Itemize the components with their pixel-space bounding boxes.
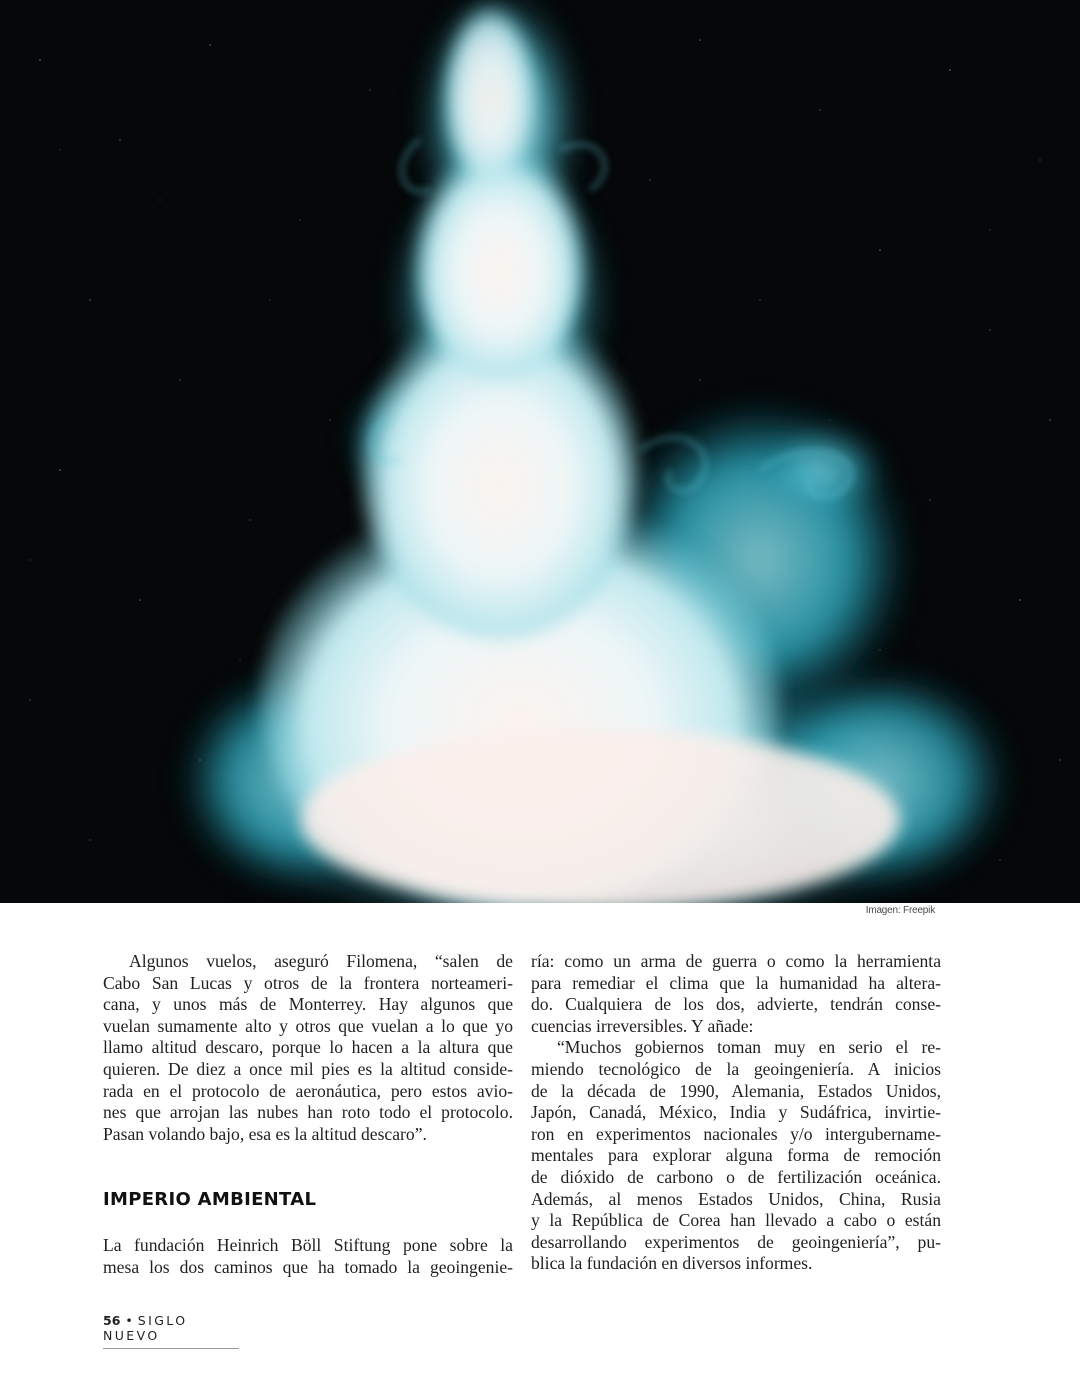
- body-line: Japón, Canadá, México, India y Sudáfrica, invirtie-: [531, 1102, 941, 1123]
- body-line: Pasan volando bajo, esa es la altitud descaro”.: [103, 1123, 427, 1144]
- page-folio: [103, 1313, 239, 1349]
- magazine-name: SIGLO NUEVO: [103, 1313, 188, 1343]
- body-line: llamo altitud descaro, porque lo hacen a la altura que: [103, 1037, 513, 1058]
- body-line: cana, y unos más de Monterrey. Hay algunos que: [103, 994, 513, 1015]
- body-line: de dióxido de carbono o de fertilización oceánica.: [531, 1166, 941, 1187]
- folio-separator: •: [125, 1313, 133, 1328]
- body-line: ría: como un arma de guerra o como la herramienta: [531, 951, 941, 971]
- body-line: blica la fundación en diversos informes.: [531, 1253, 813, 1274]
- right-column: [531, 951, 941, 1275]
- body-line: nes que arrojan las nubes han roto todo el protocolo.: [103, 1102, 513, 1123]
- body-line: Algunos vuelos, aseguró Filomena, “salen de: [129, 951, 513, 971]
- body-line: y la República de Corea han llevado a cabo o están: [531, 1210, 941, 1231]
- body-line: “Muchos gobiernos toman muy en serio el re-: [557, 1037, 941, 1058]
- body-line: desarrollando experimentos de geoingeniería”, pu-: [531, 1231, 941, 1252]
- body-line: rada en el protocolo de aeronáutica, pero estos avio-: [103, 1080, 513, 1101]
- body-line: miendo tecnológico de la geoingeniería. A inicios: [531, 1058, 941, 1079]
- body-line: de la década de 1990, Alemania, Estados Unidos,: [531, 1080, 941, 1101]
- body-line: para remediar el clima que la humanidad ha altera-: [531, 972, 941, 993]
- page-number: 56: [103, 1313, 121, 1328]
- body-line: vuelan sumamente alto y otros que vuelan a lo que yo: [103, 1015, 513, 1036]
- image-credit: Imagen: Freepik: [865, 905, 935, 916]
- section-heading: IMPERIO AMBIENTAL: [103, 1189, 317, 1210]
- body-line: mentales para explorar alguna forma de remoción: [531, 1145, 941, 1166]
- body-line: mesa los dos caminos que ha tomado la geoingenie-: [103, 1256, 513, 1277]
- left-column-paragraph: [103, 1235, 513, 1278]
- left-column: [103, 951, 513, 1145]
- body-line: do. Cualquiera de los dos, advierte, tendrán conse-: [531, 994, 941, 1015]
- body-line: La fundación Heinrich Böll Stiftung pone sobre la: [103, 1235, 513, 1255]
- body-line: quieren. De diez a once mil pies es la altitud conside-: [103, 1058, 513, 1079]
- body-line: Además, al menos Estados Unidos, China, Rusia: [531, 1188, 941, 1209]
- body-line: ron en experimentos nacionales y/o intergubername-: [531, 1123, 941, 1144]
- body-line: Cabo San Lucas y otros de la frontera norteameri-: [103, 972, 513, 993]
- body-line: cuencias irreversibles. Y añade:: [531, 1015, 754, 1036]
